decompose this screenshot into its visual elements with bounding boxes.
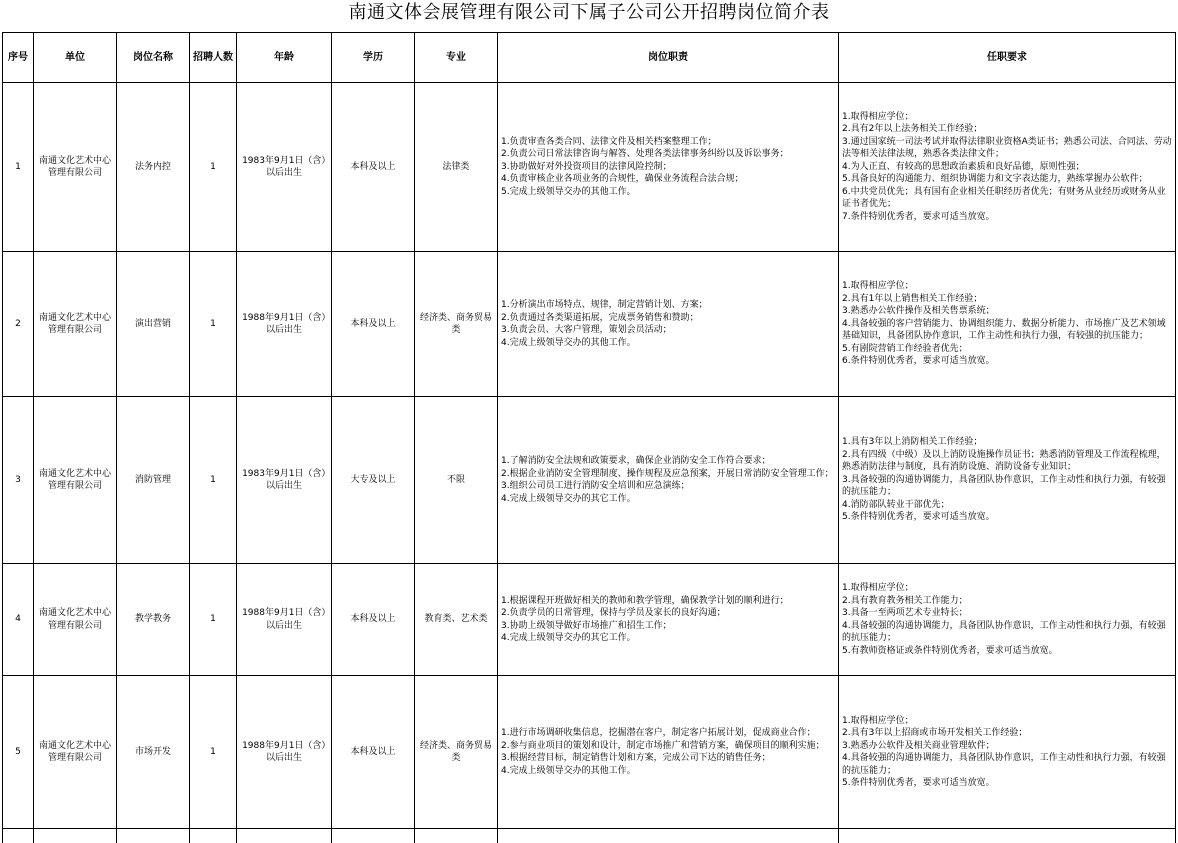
header-count: 招聘人数 — [190, 33, 237, 83]
cell-major: 法律类 — [415, 83, 498, 252]
empty-cell — [415, 829, 498, 843]
cell-unit: 南通文化艺术中心管理有限公司 — [34, 83, 117, 252]
cell-major: 经济类、商务贸易类 — [415, 252, 498, 397]
empty-cell — [117, 829, 190, 843]
cell-count: 1 — [190, 83, 237, 252]
cell-duties: 1.分析演出市场特点、规律，制定营销计划、方案； 2.负责通过各类渠道拓展，完成票务销售和赞助； 3.负责会员、大客户管理，策划会员活动； 4.完成上级领导交办的其他工作。 — [498, 252, 839, 397]
cell-duties: 1.负责审查各类合同、法律文件及相关档案整理工作； 2.负责公司日常法律咨询与解答、处理各类法律事务纠纷以及诉讼事务； 3.协助做好对外投资项目的法律风险控制； 4.负责审核企业各项业务的合规性，确保业务流程合法合规； 5.完成上级领导交办的其他工作。 — [498, 83, 839, 252]
table-row — [3, 397, 1176, 564]
empty-cell — [498, 829, 839, 843]
header-education: 学历 — [332, 33, 415, 83]
cell-education: 本科及以上 — [332, 676, 415, 829]
cell-age: 1983年9月1日（含）以后出生 — [237, 83, 332, 252]
empty-cell — [237, 829, 332, 843]
cell-no: 5 — [3, 676, 34, 829]
table-row — [3, 564, 1176, 676]
cell-no: 3 — [3, 397, 34, 564]
cell-requirements: 1.取得相应学位； 2.具有3年以上招商或市场开发相关工作经验； 3.熟悉办公软件及相关商业管理软件； 4.具备较强的沟通协调能力，具备团队协作意识，工作主动性和执行力强，有较强的抗压能力； 5.条件特别优秀者，要求可适当放宽。 — [839, 676, 1176, 829]
cell-no: 2 — [3, 252, 34, 397]
cell-unit: 南通文化艺术中心管理有限公司 — [34, 564, 117, 676]
header-age: 年龄 — [237, 33, 332, 83]
empty-cell — [190, 829, 237, 843]
empty-cell — [332, 829, 415, 843]
cell-no: 1 — [3, 83, 34, 252]
cell-position: 演出营销 — [117, 252, 190, 397]
header-row — [3, 33, 1176, 83]
table-row — [3, 252, 1176, 397]
page-title: 南通文体会展管理有限公司下属子公司公开招聘岗位简介表 — [348, 2, 830, 23]
cell-count: 1 — [190, 397, 237, 564]
cell-requirements: 1.取得相应学位； 2.具有2年以上法务相关工作经验； 3.通过国家统一司法考试并取得法律职业资格A类证书；熟悉公司法、合同法、劳动法等相关法律法规，熟悉各类法律文件； 4.为人正直、有较高的思想政治素质和良好品德，原则性强； 5.具备良好的沟通能力、组织协调能力和文字表达能力，熟练掌握办公软件； 6.中共党员优先；具有国有企业相关任职经历者优先；有财务从业经历或财务从业证书者优先； 7.条件特别优秀者，要求可适当放宽。 — [839, 83, 1176, 252]
cell-major: 经济类、商务贸易类 — [415, 676, 498, 829]
cell-age: 1983年9月1日（含）以后出生 — [237, 397, 332, 564]
empty-cell — [34, 829, 117, 843]
header-major: 专业 — [415, 33, 498, 83]
positions-table — [2, 32, 1176, 843]
table-row — [3, 83, 1176, 252]
cell-duties: 1.进行市场调研收集信息，挖掘潜在客户，制定客户拓展计划，促成商业合作； 2.参与商业项目的策划和设计，制定市场推广和营销方案，确保项目的顺利实施； 3.根据经营目标，制定销售计划和方案，完成公司下达的销售任务； 4.完成上级领导交办的其他工作。 — [498, 676, 839, 829]
cell-duties: 1.根据课程开班做好相关的教师和教学管理，确保教学计划的顺利进行； 2.负责学员的日常管理，保持与学员及家长的良好沟通； 3.协助上级领导做好市场推广和招生工作； 4.完成上级领导交办的其它工作。 — [498, 564, 839, 676]
cell-age: 1988年9月1日（含）以后出生 — [237, 564, 332, 676]
cell-count: 1 — [190, 676, 237, 829]
cell-position: 市场开发 — [117, 676, 190, 829]
cell-requirements: 1.取得相应学位； 2.具有1年以上销售相关工作经验； 3.熟悉办公软件操作及相关售票系统； 4.具备较强的客户营销能力、协调组织能力、数据分析能力、市场推广及艺术领域基础知识，具备团队协作意识，工作主动性和执行力强，有较强的抗压能力； 5.有剧院营销工作经验者优先； 6.条件特别优秀者，要求可适当放宽。 — [839, 252, 1176, 397]
header-duties: 岗位职责 — [498, 33, 839, 83]
cell-requirements: 1.具有3年以上消防相关工作经验； 2.具有四级（中级）及以上消防设施操作员证书；熟悉消防管理及工作流程梳理，熟悉消防法律与制度，具有消防设施、消防设备专业知识； 3.具备较强的沟通协调能力，具备团队协作意识，工作主动性和执行力强，有较强的抗压能力； 4.消防部队转业干部优先； 5.条件特别优秀者，要求可适当放宽。 — [839, 397, 1176, 564]
cell-major: 不限 — [415, 397, 498, 564]
header-unit: 单位 — [34, 33, 117, 83]
cell-age: 1988年9月1日（含）以后出生 — [237, 676, 332, 829]
cell-unit: 南通文化艺术中心管理有限公司 — [34, 252, 117, 397]
cell-unit: 南通文化艺术中心管理有限公司 — [34, 397, 117, 564]
cell-count: 1 — [190, 564, 237, 676]
empty-cell — [3, 829, 34, 843]
cell-no: 4 — [3, 564, 34, 676]
cell-position: 法务内控 — [117, 83, 190, 252]
empty-cell — [839, 829, 1176, 843]
table-row-empty — [3, 829, 1176, 843]
cell-position: 教学教务 — [117, 564, 190, 676]
header-position: 岗位名称 — [117, 33, 190, 83]
cell-education: 大专及以上 — [332, 397, 415, 564]
cell-count: 1 — [190, 252, 237, 397]
cell-position: 消防管理 — [117, 397, 190, 564]
cell-major: 教育类、艺术类 — [415, 564, 498, 676]
header-requirements: 任职要求 — [839, 33, 1176, 83]
cell-education: 本科及以上 — [332, 252, 415, 397]
cell-education: 本科及以上 — [332, 83, 415, 252]
cell-education: 本科及以上 — [332, 564, 415, 676]
cell-requirements: 1.取得相应学位； 2.具有教育教务相关工作能力； 3.具备一至两项艺术专业特长； 4.具备较强的沟通协调能力，具备团队协作意识，工作主动性和执行力强，有较强的抗压能力； 5.有教师资格证或条件特别优秀者，要求可适当放宽。 — [839, 564, 1176, 676]
cell-duties: 1.了解消防安全法规和政策要求，确保企业消防安全工作符合要求； 2.根据企业消防安全管理制度、操作规程及应急预案，开展日常消防安全管理工作； 3.组织公司员工进行消防安全培训和应急演练； 4.完成上级领导交办的其它工作。 — [498, 397, 839, 564]
header-no: 序号 — [3, 33, 34, 83]
cell-age: 1988年9月1日（含）以后出生 — [237, 252, 332, 397]
table-row — [3, 676, 1176, 829]
cell-unit: 南通文化艺术中心管理有限公司 — [34, 676, 117, 829]
